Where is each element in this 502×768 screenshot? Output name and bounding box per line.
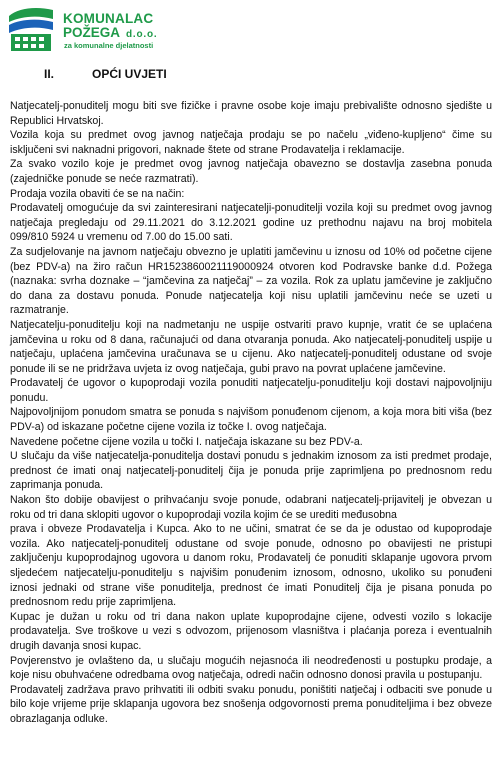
paragraph: Prodavatelj zadržava pravo prihvatiti ili odbiti svaku ponudu, poništiti natječaj i odbaciti sve ponude u bilo koje vrijeme prije sklapanja ugovora bez snošenja odgovornosti prema ponuditeljima i bez obveze obrazlaganja odluke.	[10, 683, 492, 725]
section-title: OPĆI UVJETI	[92, 67, 167, 81]
section-heading	[44, 67, 167, 81]
company-city-name: POŽEGA	[63, 25, 121, 40]
company-legal-suffix: d.o.o.	[126, 29, 158, 40]
paragraph: U slučaju da više natjecatelja-ponuditelja dostavi ponudu s jednakim iznosom za isti predmet prodaje, prednost će imati onaj natjecatelj-ponuditelj čija je ponuda prije zaprimljena po prednosnom redu zaprimanja ponuda.	[10, 450, 492, 492]
paragraph: Nakon što dobije obavijest o prihvaćanju svoje ponude, odabrani natjecatelj-prijavitelj je obvezan u roku od tri dana sklopiti ugovor o kupoprodaji vozila kojim će se urediti međusobna	[10, 494, 492, 521]
paragraph: Za sudjelovanje na javnom natječaju obvezno je uplatiti jamčevinu u iznosu od 10% od početne cijene (bez PDV-a) na žiro račun HR1523860021119000924 otvoren kod Podravske banke d.d. Požega (naznaka: svrha doznake – “jamčevina za natječaj” – za vozila. Rok za uplatu jamčevine je zaključno do dana za dostavu ponuda. Ponude natjecatelja koji nisu uplatili jamčevinu neće se uzeti u razmatranje.	[10, 245, 492, 317]
paragraph: Za svako vozilo koje je predmet ovog javnog natječaja obavezno se dostavlja zasebna ponuda (zajedničke ponude se neće razmatrati).	[10, 158, 492, 185]
paragraph: Vozila koja su predmet ovog javnog natječaja prodaju se po načelu „viđeno-kupljeno“ čime su isključeni svi naknadni prigovori, naknade štete od strane Prodavatelja i reklamacije.	[10, 129, 492, 156]
paragraph: Navedene početne cijene vozila u točki I. natječaja iskazane su bez PDV-a.	[10, 435, 363, 448]
company-header	[6, 6, 206, 56]
paragraph: Prodaja vozila obaviti će se na način:	[10, 187, 185, 200]
paragraph: Natjecatelju-ponuditelju koji na nadmetanju ne uspije ostvariti pravo kupnje, vratit će se uplaćena jamčevina u roku od 8 dana, računajući od dana otvaranja ponuda. Ako natjecatelj-ponuditelj uspije u natječaju, uplaćena jamčevina uračunava se u cijenu. Ako natjecatelj-ponuditelj odustane od svoje ponude ili se ne pridržava uvjeta iz ovog natječaja, gubi pravo na povrat uplaćene jamčevine.	[10, 318, 492, 375]
paragraph: Prodavatelj omogućuje da svi zainteresirani natjecatelji-ponuditelji vozila koji su predmet ovog javnog natječaja pregledaju od 29.11.2021 do 3.12.2021 godine uz prethodnu najavu na broj mobitela 099/810 5924 u vremenu od 7.00 do 15.00 sati.	[10, 202, 492, 244]
document-body	[10, 99, 492, 727]
paragraph: Natjecatelj-ponuditelj mogu biti sve fizičke i pravne osobe koje imaju prebivalište odnosno sjedište u Republici Hrvatskoj.	[10, 100, 492, 127]
section-number: II.	[44, 67, 55, 81]
company-tagline: za komunalne djelatnosti	[64, 41, 154, 50]
paragraph: prava i obveze Prodavatelja i Kupca. Ako to ne učini, smatrat će se da je odustao od kupoprodaje vozila. Ako natjecatelj-ponuditelj odustane od svoje ponude, odnosno po obavijesti ne pristupi zaključenju kupoprodajnog ugovora u danom roku, Prodavatelj će ponuditi sklapanje ugovora prvom sljedećem natjecatelju-ponuditelju s najvišim ponuđenim iznosom, odnosno, ukoliko su ponuđeni iznosi jednaki od strane više ponuditelja, prednost će imati Ponuditelj čija je pisana ponuda po prednosnom redu prije zaprimljena.	[10, 523, 492, 609]
paragraph: Prodavatelj će ugovor o kupoprodaji vozila ponuditi natjecatelju-ponuditelju koji dostavi najpovoljniju ponudu.	[10, 377, 492, 404]
paragraph: Najpovoljnijom ponudom smatra se ponuda s najvišom ponuđenom cijenom, a koja mora biti viša (bez PDV-a) od iskazane početne cijene vozila iz točke I. ovog natječaja.	[10, 406, 492, 434]
paragraph: Povjerenstvo je ovlašteno da, u slučaju mogućih nejasnoća ili neodređenosti u postupku prodaje, a koje nisu obuhvaćene odredbama ovog natječaja, odredi način odnosno donosi pravila u postupanju.	[10, 654, 492, 682]
paragraph: Kupac je dužan u roku od tri dana nakon uplate kupoprodajne cijene, odvesti vozilo s lokacije prodavatelja. Sve troškove u vezi s odvozom, prijenosom vlasništva i plaćanja poreza i eventualnih drugih davanja snosi kupac.	[10, 610, 492, 652]
company-city	[63, 26, 157, 41]
company-logo-icon	[6, 6, 58, 54]
company-name: KOMUNALAC	[63, 11, 154, 26]
